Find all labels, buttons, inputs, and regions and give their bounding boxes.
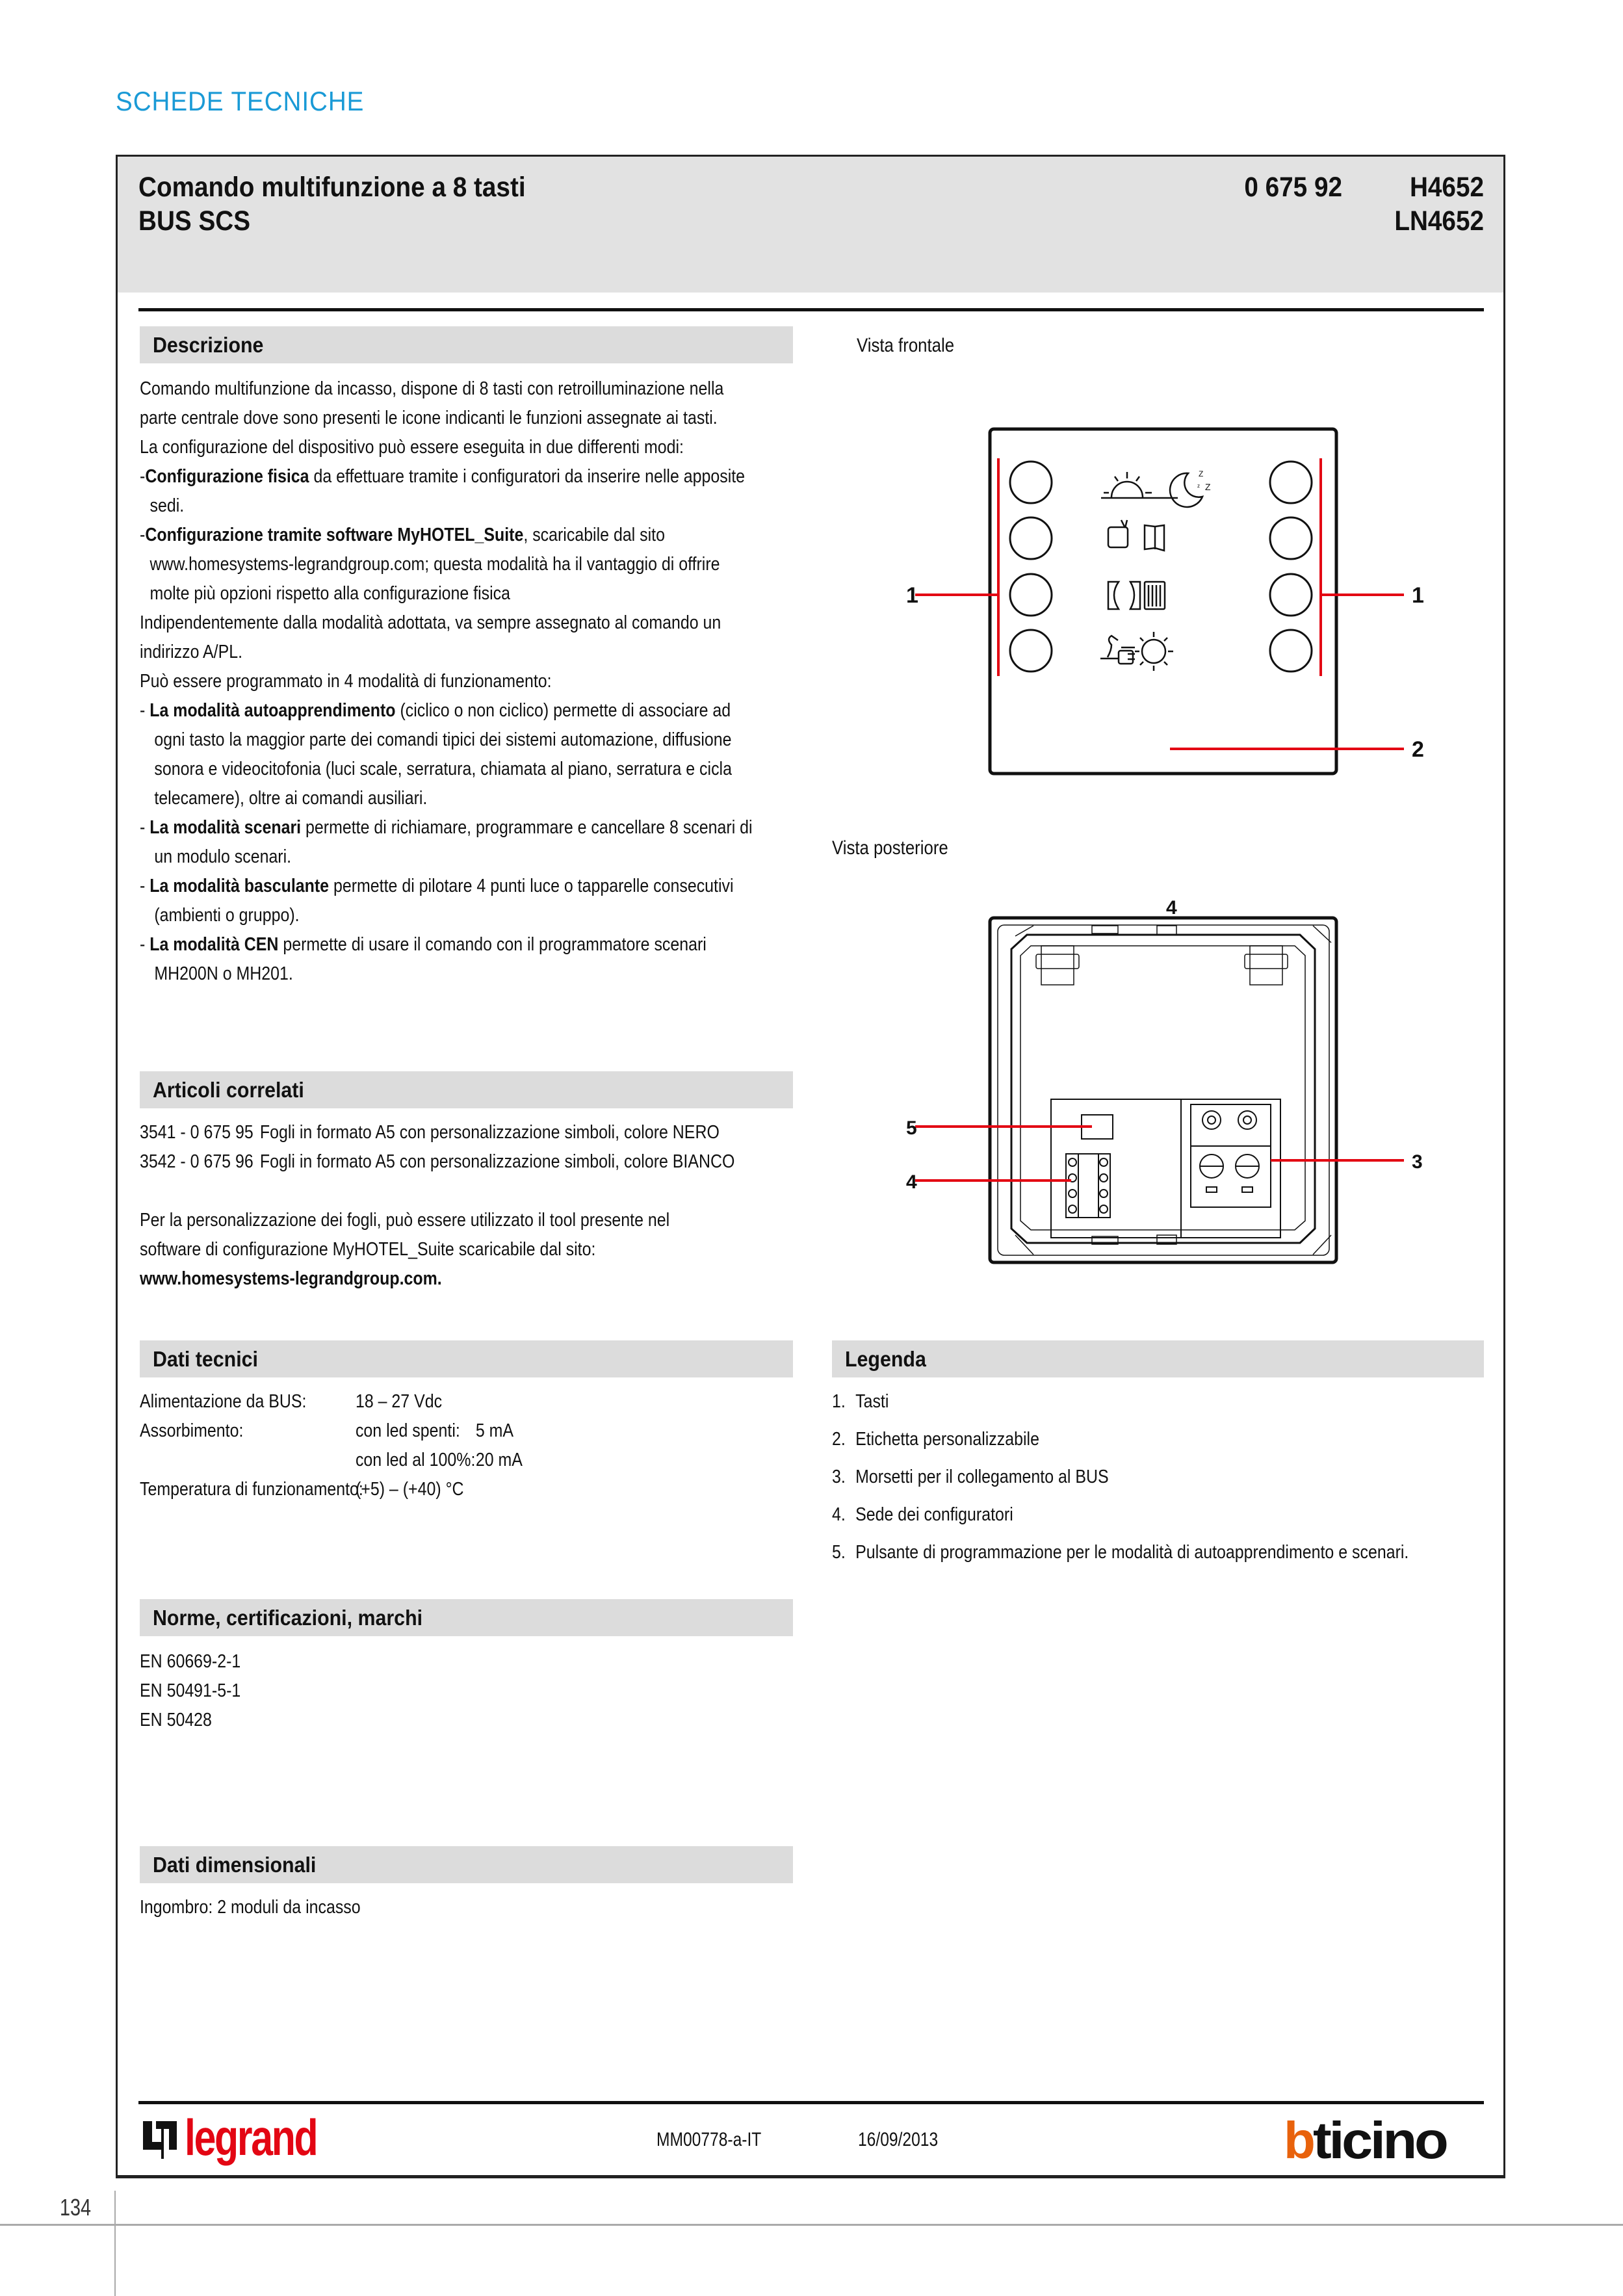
- svg-text:z: z: [1197, 483, 1200, 489]
- left-buttons: [1010, 462, 1052, 672]
- callout-label-1-left: 1: [906, 583, 918, 608]
- moon-sleep-icon: [1170, 469, 1211, 507]
- description-text: da effettuare tramite i configuratori da inserire nelle apposite: [309, 466, 746, 487]
- description-emphasis: Configurazione fisica: [145, 466, 309, 487]
- bticino-wordmark: ticino: [1312, 2111, 1446, 2169]
- mode-text: (ambienti o gruppo).: [154, 905, 300, 926]
- bticino-logo: [1284, 2111, 1446, 2169]
- related-article-desc: Fogli in formato A5 con personalizzazione simboli, colore BIANCO: [259, 1151, 735, 1172]
- button-right-4: [1270, 630, 1312, 672]
- rear-view-caption: Vista posteriore: [832, 837, 948, 859]
- section-heading-dati-dimensionali: Dati dimensionali: [140, 1846, 793, 1883]
- mode-line: [140, 784, 753, 813]
- right-buttons: [1270, 462, 1312, 672]
- related-article-code: 3541 - 0 675 95: [140, 1122, 253, 1143]
- description-text: sedi.: [149, 495, 185, 516]
- legrand-wordmark: legrand: [185, 2109, 317, 2166]
- standard-item: EN 50428: [140, 1710, 212, 1730]
- bticino-b: b: [1284, 2111, 1313, 2169]
- description-emphasis: Configurazione tramite software MyHOTEL_Suite: [145, 525, 524, 545]
- legend-item: [832, 1387, 1409, 1416]
- device-rear-outline: [990, 918, 1336, 1262]
- tv-icon: [1108, 520, 1128, 547]
- legend-item: [832, 1538, 1409, 1567]
- technical-data: [140, 1387, 523, 1504]
- svg-text:Z: Z: [1199, 469, 1204, 478]
- tech-data-row: [140, 1416, 523, 1446]
- mode-text: sonora e videocitofonia (luci scale, serratura, chiamata al piano, serratura e cicla: [154, 759, 732, 779]
- document-code: MM00778-a-IT: [656, 2129, 762, 2150]
- button-left-4: [1010, 630, 1052, 672]
- button-left-3: [1010, 574, 1052, 616]
- description-line: [140, 638, 753, 667]
- sun-icon: [1135, 632, 1173, 671]
- rear-view-diagram: [897, 897, 1443, 1274]
- callout-label-4: 4: [906, 1171, 917, 1193]
- legend-text: Pulsante di programmazione per le modalità di autoapprendimento e scenari.: [855, 1542, 1409, 1563]
- curtains-icon: [1108, 582, 1140, 609]
- description-text: Comando multifunzione da incasso, dispone di 8 tasti con retroilluminazione nella: [140, 378, 724, 399]
- mode-text: telecamere), oltre ai comandi ausiliari.: [154, 788, 428, 809]
- description-line: [140, 491, 753, 521]
- tech-data-label: Assorbimento:: [140, 1420, 244, 1441]
- header-rule: [138, 308, 1484, 311]
- description-line: [140, 433, 753, 462]
- tech-data-label: Temperatura di funzionamento:: [140, 1479, 363, 1500]
- legend-list: [832, 1387, 1409, 1576]
- button-left-1: [1010, 462, 1052, 503]
- front-view-diagram: [897, 416, 1443, 787]
- mode-text: permette di pilotare 4 punti luce o tapparelle consecutivi: [329, 876, 734, 896]
- legend-number: 3.: [832, 1467, 846, 1487]
- sunrise-icon: [1101, 472, 1178, 498]
- mode-line: - La modalità CEN permette di usare il comando con il programmatore scenari: [140, 934, 707, 955]
- page-margin-line-vertical: [114, 2191, 116, 2296]
- related-note-line: software di configurazione MyHOTEL_Suite scaricabile dal sito:: [140, 1239, 596, 1260]
- standards-list: [140, 1647, 240, 1735]
- mode-line: [140, 842, 753, 872]
- mode-text: un modulo scenari.: [154, 846, 292, 867]
- section-heading-descrizione: Descrizione: [140, 326, 793, 363]
- description-text: Può essere programmato in 4 modalità di funzionamento:: [140, 671, 552, 692]
- model-codes: [1365, 170, 1484, 238]
- tech-data-row: [140, 1475, 523, 1504]
- mode-line: [140, 901, 753, 930]
- mode-line: - La modalità basculante permette di pilotare 4 punti luce o tapparelle consecutivi: [140, 876, 734, 896]
- description-line: [140, 404, 753, 433]
- mode-text: MH200N o MH201.: [154, 963, 293, 984]
- tech-data-sub: 18 – 27 Vdc: [355, 1391, 443, 1412]
- description-line: [140, 667, 753, 696]
- callout-label-3: 3: [1412, 1151, 1423, 1173]
- tech-data-row: [140, 1387, 523, 1416]
- description-line: -Configurazione tramite software MyHOTEL_Suite, scaricabile dal sito: [140, 525, 665, 545]
- page-margin-line-horizontal: [0, 2224, 1623, 2226]
- tech-data-label: [140, 1446, 356, 1475]
- configurator-socket: [1066, 1154, 1110, 1218]
- standard-item: EN 50491-5-1: [140, 1680, 241, 1701]
- front-view-caption: Vista frontale: [857, 335, 955, 356]
- legend-item: [832, 1425, 1409, 1454]
- description-line: [140, 550, 753, 579]
- tech-data-value: 5 mA: [475, 1420, 514, 1441]
- tech-data-sub: (+5) – (+40) °C: [355, 1479, 464, 1500]
- mode-text: (ciclico o non ciclico) permette di associare ad: [395, 700, 731, 721]
- legend-number: 5.: [832, 1542, 846, 1563]
- section-heading-dati-tecnici: Dati tecnici: [140, 1340, 793, 1377]
- related-article-code: 3542 - 0 675 96: [140, 1151, 253, 1172]
- top-clips: [1015, 926, 1331, 1255]
- section-heading-norme: Norme, certificazioni, marchi: [140, 1599, 793, 1636]
- device-front-outline: [990, 429, 1336, 774]
- product-title-line1: Comando multifunzione a 8 tasti: [138, 172, 526, 203]
- tech-data-value: 20 mA: [475, 1450, 523, 1470]
- legend-number: 1.: [832, 1391, 846, 1412]
- desk-lamp-bed-icon: [1100, 636, 1135, 664]
- legend-text: Morsetti per il collegamento al BUS: [855, 1467, 1109, 1487]
- callout-label-4-top: 4: [1166, 897, 1177, 919]
- legend-text: Sede dei configuratori: [855, 1504, 1013, 1525]
- callout-label-1-right: 1: [1412, 583, 1424, 608]
- description-text: Indipendentemente dalla modalità adottata, va sempre assegnato al comando un: [140, 612, 721, 633]
- description-text: La configurazione del dispositivo può essere eseguita in due differenti modi:: [140, 437, 684, 458]
- legrand-mark-icon: [142, 2116, 181, 2161]
- legrand-logo: [142, 2109, 354, 2168]
- book-icon: [1145, 525, 1164, 551]
- callout-label-2: 2: [1412, 737, 1424, 762]
- mode-line: - La modalità autoapprendimento (ciclico o non ciclico) permette di associare ad: [140, 700, 731, 721]
- description-text: www.homesystems-legrandgroup.com; questa modalità ha il vantaggio di offrire: [149, 554, 720, 575]
- mode-text: permette di richiamare, programmare e cancellare 8 scenari di: [301, 817, 753, 838]
- mode-line: - La modalità scenari permette di richiamare, programmare e cancellare 8 scenari di: [140, 817, 753, 838]
- connector-block: [1051, 1099, 1280, 1238]
- mode-line: [140, 755, 753, 784]
- related-article-row: [140, 1118, 734, 1147]
- legend-item: [832, 1500, 1409, 1530]
- description-line: [140, 579, 753, 608]
- product-title-line2: BUS SCS: [138, 205, 251, 237]
- document-date: 16/09/2013: [858, 2129, 939, 2150]
- mode-name: La modalità autoapprendimento: [149, 700, 396, 721]
- article-code: 0 675 92: [1244, 172, 1342, 203]
- legend-text: Etichetta personalizzabile: [855, 1429, 1039, 1450]
- button-right-1: [1270, 462, 1312, 503]
- mode-name: La modalità scenari: [149, 817, 302, 838]
- svg-text:Z: Z: [1205, 482, 1211, 492]
- mode-line: [140, 725, 753, 755]
- page-number: 134: [60, 2194, 92, 2221]
- tech-data-sub: con led al 100%:: [355, 1450, 476, 1470]
- shutter-icon: [1145, 582, 1165, 609]
- description-text: parte centrale dove sono presenti le icone indicanti le funzioni assegnate ai tasti.: [140, 408, 718, 428]
- related-note-link[interactable]: www.homesystems-legrandgroup.com.: [140, 1268, 442, 1289]
- footer-rule: [138, 2101, 1484, 2104]
- section-heading-articoli-correlati: Articoli correlati: [140, 1071, 793, 1108]
- tech-data-row: [140, 1446, 523, 1475]
- description-line: -Configurazione fisica da effettuare tramite i configuratori da inserire nelle apposite: [140, 466, 746, 487]
- related-article-desc: Fogli in formato A5 con personalizzazione simboli, colore NERO: [259, 1122, 720, 1143]
- mode-name: La modalità basculante: [149, 876, 330, 896]
- standard-item: EN 60669-2-1: [140, 1651, 241, 1672]
- tech-data-label: Alimentazione da BUS:: [140, 1391, 307, 1412]
- mode-text: permette di usare il comando con il programmatore scenari: [278, 934, 707, 955]
- button-left-2: [1010, 517, 1052, 559]
- inner-frame: [1011, 935, 1315, 1243]
- mode-line: [140, 959, 753, 989]
- section-label: SCHEDE TECNICHE: [116, 86, 365, 116]
- legend-number: 4.: [832, 1504, 846, 1525]
- description-text: , scaricabile dal sito: [523, 525, 665, 545]
- legend-text: Tasti: [855, 1391, 889, 1412]
- related-articles: [140, 1118, 734, 1294]
- description-text: molte più opzioni rispetto alla configurazione fisica: [149, 583, 511, 604]
- legend-item: [832, 1463, 1409, 1492]
- section-heading-legenda: Legenda: [832, 1340, 1484, 1377]
- model-code: H4652: [1409, 172, 1484, 203]
- description-text: indirizzo A/PL.: [140, 642, 243, 662]
- description-line: [140, 608, 753, 638]
- callout-label-5: 5: [906, 1117, 917, 1139]
- legend-number: 2.: [832, 1429, 846, 1450]
- mode-name: La modalità CEN: [149, 934, 279, 955]
- model-code: LN4652: [1394, 205, 1484, 237]
- mode-text: ogni tasto la maggior parte dei comandi tipici dei sistemi automazione, diffusione: [154, 729, 732, 750]
- button-right-3: [1270, 574, 1312, 616]
- tech-data-sub: con led spenti:: [355, 1420, 460, 1441]
- dimensional-data: Ingombro: 2 moduli da incasso: [140, 1897, 361, 1918]
- related-note-line: Per la personalizzazione dei fogli, può essere utilizzato il tool presente nel: [140, 1210, 670, 1231]
- description-line: [140, 374, 753, 404]
- related-article-row: [140, 1147, 734, 1177]
- product-title: [138, 170, 526, 238]
- button-right-2: [1270, 517, 1312, 559]
- description-text: [140, 374, 753, 989]
